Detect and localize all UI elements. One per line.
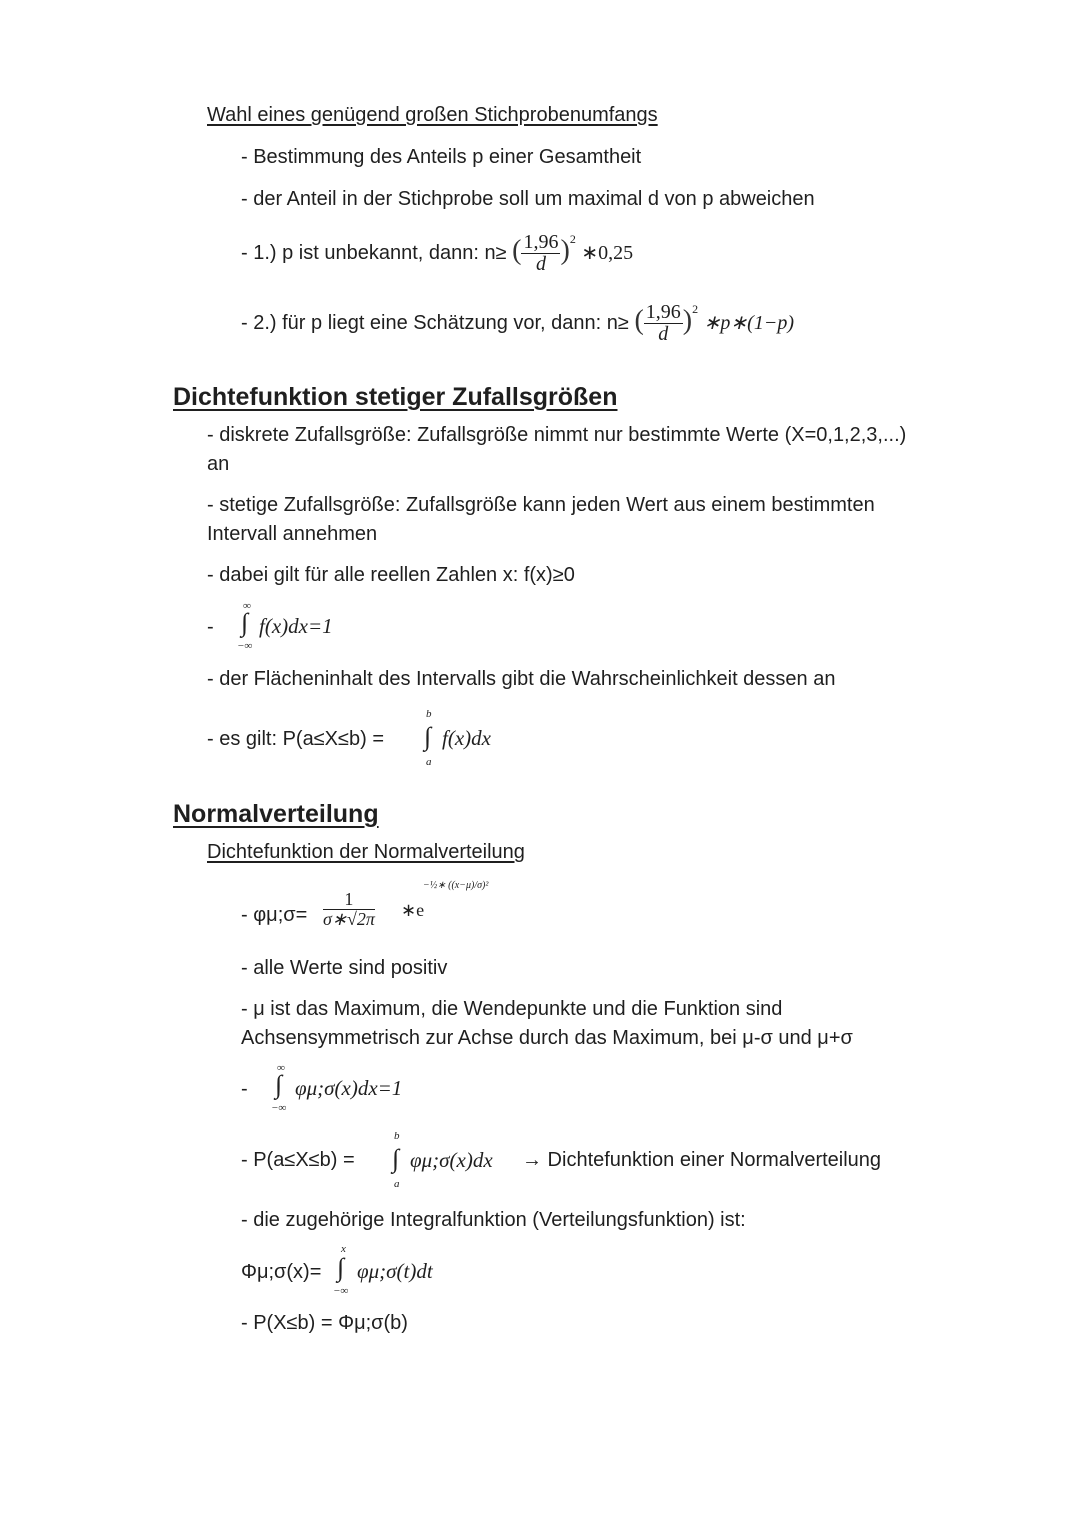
stichprobe-case-1: - 1.) p ist unbekannt, dann: n≥ ( $\frac{1,96}{d}$ )$^2$ ∗0,25 (241, 231, 634, 275)
normal-dichte-note: → Dichtefunktion einer Normalverteilung (522, 1149, 882, 1171)
normal-b2-b: Achsensymmetrisch zur Achse durch das Maximum, bei μ-σ und μ+σ (241, 1027, 853, 1049)
stichprobe-line-1: - Bestimmung des Anteils p einer Gesamtheit (241, 146, 642, 168)
case-2-fraction: $\frac{1,96}{d}$ (645, 301, 681, 345)
dichte-p2-b: Intervall annehmen (207, 523, 378, 545)
case-2-text: - 2.) für p liegt eine Schätzung vor, dann: n≥ (241, 311, 629, 334)
dichte-p5: - es gilt: P(a≤X≤b) = (207, 728, 385, 750)
normal-b4: - P(X≤b) = Φμ;σ(b) (241, 1312, 408, 1334)
normal-subtitle: Dichtefunktion der Normalverteilung (207, 841, 525, 863)
integral-phi-ab: b ∫ a φμ;σ(x)dx (392, 1130, 493, 1190)
normal-b3: - die zugehörige Integralfunktion (Verteilungsfunktion) ist: (241, 1209, 746, 1231)
case-1-tail: ∗0,25 (581, 241, 634, 264)
dichte-p3: - dabei gilt für alle reellen Zahlen x: f(x)≥0 (207, 564, 575, 586)
integral-total-one: - ∞ ∫ −∞ f(x)dx=1 (207, 600, 333, 652)
section-title-dichte: Dichtefunktion stetiger Zufallsgrößen (173, 383, 618, 411)
normal-p-label: - P(a≤X≤b) = (241, 1149, 355, 1171)
normal-b1: - alle Werte sind positiv (241, 957, 448, 979)
normal-b2-a: - μ ist das Maximum, die Wendepunkte und die Funktion sind (241, 998, 783, 1020)
section-title-normal: Normalverteilung (173, 800, 379, 828)
stichprobe-case-2: - 2.) für p liegt eine Schätzung vor, dann: n≥ ( $\frac{1,96}{d}$ )$^2$ ∗p∗(1−p) (241, 301, 794, 345)
integral-phi-one: - ∞ ∫ −∞ φμ;σ(x)dx=1 (241, 1062, 403, 1114)
stichprobe-line-2: - der Anteil in der Stichprobe soll um maximal d von p abweichen (241, 188, 815, 210)
verteilungsfunktion: Φμ;σ(x)= x ∫ −∞ φμ;σ(t)dt (241, 1243, 433, 1297)
case-1-fraction: $\frac{1,96}{d}$ (523, 231, 559, 275)
dichte-p2-a: - stetige Zufallsgröße: Zufallsgröße kann jeden Wert aus einem bestimmten (207, 494, 875, 516)
section-title-stichprobe: Wahl eines genügend großen Stichprobenumfangs (207, 104, 658, 126)
dichte-p1-b: an (207, 453, 230, 475)
integral-ab: b ∫ a f(x)dx (424, 708, 491, 768)
phi-formula: - φμ;σ= $\frac{1}{\sigma∗√2\pi}$ ∗e −½∗ ((x−μ)/σ)² (241, 880, 489, 929)
case-2-tail: ∗p∗(1−p) (703, 311, 794, 334)
dichte-p1-a: - diskrete Zufallsgröße: Zufallsgröße nimmt nur bestimmte Werte (X=0,1,2,3,...) (207, 424, 907, 446)
dichte-p4: - der Flächeninhalt des Intervalls gibt die Wahrscheinlichkeit dessen an (207, 668, 836, 690)
case-1-text: - 1.) p ist unbekannt, dann: n≥ (241, 241, 507, 264)
